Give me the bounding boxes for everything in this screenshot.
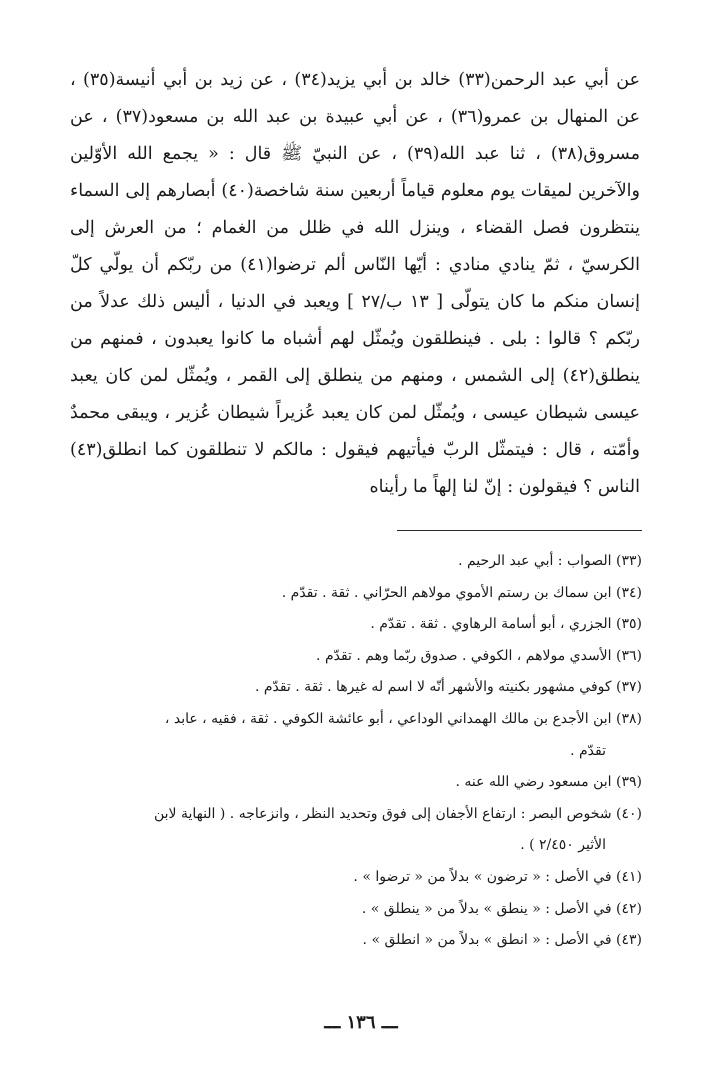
footnote-43: (٤٣) في الأصل : « انطق » بدلاً من « انطلق » .: [362, 932, 642, 949]
footnote-40-continuation: الأثير ٢/٤٥٠ ) .: [520, 837, 606, 854]
footnote-38: (٣٨) ابن الأجدع بن مالك الهمداني الوداعي ، أبو عائشة الكوفي . ثقة ، فقيه ، عابد ،: [164, 710, 642, 727]
footnote-36: (٣٦) الأسدي مولاهم ، الكوفي . صدوق ربّما وهم . تقدّم .: [316, 647, 642, 664]
footnote-38-continuation: تقدّم .: [570, 742, 606, 759]
footnote-39: (٣٩) ابن مسعود رضي الله عنه .: [455, 774, 642, 791]
footnote-40: (٤٠) شخوص البصر : ارتفاع الأجفان إلى فوق وتحديد النظر ، وانزعاجه . ( النهاية لابن: [153, 805, 642, 822]
page-number: ـــ ١٣٦ ـــ: [324, 1012, 398, 1033]
footnote-divider: [397, 530, 642, 531]
main-text: عن أبي عبد الرحمن(٣٣) خالد بن أبي يزيد(٣٤) ، عن زيد بن أبي أنيسة(٣٥) ، عن المنهال بن عمرو(٣٦) ، عن أبي عبيدة بن عبد الله بن مسعود(٣٧) ، عن مسروق(٣٨) ، ثنا عبد الله(٣٩) ، عن النبيّ ﷺ قال : « يجمع الله الأوّلين والآخرين لميقات يوم معلوم قياماً أربعين سنة شاخصة(٤٠) أبصارهم إلى السماء ينتظرون فصل القضاء ، وينزل الله في ظلل من الغمام ؛ من العرش إلى الكرسيّ ، ثمّ ينادي منادي : أيّها النّاس ألم ترضوا(٤١) من ربّكم أن يولّي كلّ إنسان منكم ما كان يتولّى [ ١٣ ب/٢٧ ] ويعبد في الدنيا ، أليس ذلك عدلاً من ربّكم ؟ قالوا : بلى . فينطلقون ويُمثّل لهم أشباه ما كانوا يعبدون ، فمنهم من ينطلق(٤٢) إلى الشمس ، ومنهم من ينطلق إلى القمر ، ويُمثّل لمن كان يعبد عيسى شيطان عيسى ، ويُمثّل لمن كان يعبد عُزيراً شيطان عُزير ، ويبقى محمدٌ وأمّته ، قال : فيتمثّل الربّ فيأتيهم فيقول : مالكم لا تنطلقون كما انطلق(٤٣) الناس ؟ فيقولون : إنّ لنا إلهاً ما رأيناه: [70, 70, 641, 497]
footnote-37: (٣٧) كوفي مشهور بكنيته والأشهر أنّه لا اسم له غيرها . ثقة . تقدّم .: [254, 679, 642, 696]
footnote-34: (٣٤) ابن سماك بن رستم الأموي مولاهم الحرّاني . ثقة . تقدّم .: [281, 584, 642, 601]
footnote-35: (٣٥) الجزري ، أبو أسامة الرهاوي . ثقة . تقدّم .: [370, 616, 642, 633]
footnote-33: (٣٣) الصواب : أبي عبد الرحيم .: [458, 553, 642, 569]
main-text-block: [70, 62, 640, 506]
footnote-42: (٤٢) في الأصل : « ينطق » بدلاً من « ينطلق » .: [361, 900, 642, 917]
footnotes: [70, 546, 642, 957]
footnote-41: (٤١) في الأصل : « ترضون » بدلاً من « ترضوا » .: [353, 868, 642, 885]
